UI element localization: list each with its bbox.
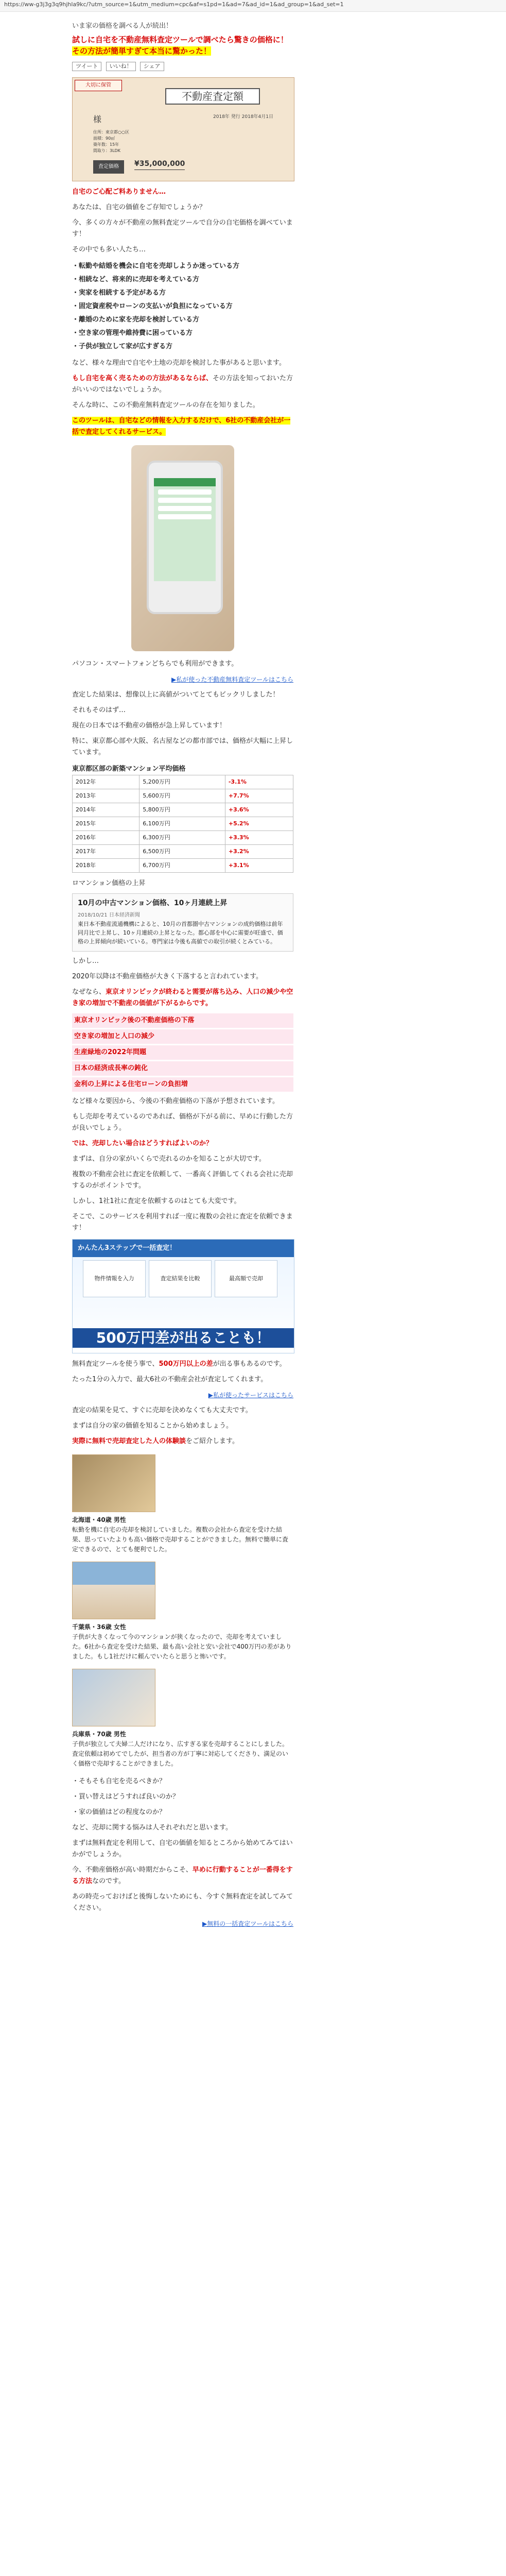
body-text: しかし… (72, 957, 99, 965)
address-bar[interactable]: https://ww-g3j3g3q9hjhla9kc/?utm_source=1&utm_medium=cpc&af=s1pd=1&ad=7&ad_id=1&ad_group=1&ad_set=1 (0, 0, 506, 12)
body-red: 早めに行動することが一番得をする方法 (72, 1866, 293, 1885)
table-cell: 5,200万円 (139, 775, 225, 789)
table-cell: 2017年 (73, 845, 139, 859)
headline-highlight: その方法が簡単すぎて本当に驚かった！ (72, 46, 212, 56)
list-item: ・相続など、将来的に売却を考えている方 (72, 276, 200, 283)
body-red: 実際に無料で売却査定した人の体験談 (72, 1437, 186, 1445)
testimonial (72, 1669, 293, 1769)
phone-screen-row (158, 514, 212, 519)
testimonial (72, 1454, 293, 1554)
table-cell: +3.1% (225, 859, 293, 873)
intro-text: いま家の価格を調べる人が続出！ (72, 22, 173, 30)
question-item: ・家の価値はどの程度なのか？ (72, 1808, 166, 1816)
market-table-block (72, 764, 293, 873)
body-text: もし売却を考えているのであれば、価格が下がる前に、早めに行動した方が良いでしょう。 (72, 1113, 293, 1132)
body-text: が出る事もあるのです。 (213, 1360, 286, 1368)
phone-screen-row (158, 506, 212, 511)
body-text: 査定の結果を見て、すぐに売却を決めなくても大丈夫です。 (72, 1406, 252, 1414)
body-text: なぜなら、 (72, 988, 106, 996)
body-text: 今、多くの方々が不動産の無料査定ツールで自分の自宅価格を調べています！ (72, 219, 293, 238)
list-item: ・実家を相続する予定がある方 (72, 289, 166, 297)
body-text: その中でも多い人たち… (72, 246, 146, 253)
table-cell: 2016年 (73, 831, 139, 845)
body-text: まずは、自分の家がいくらで売れるのかを知ることが大切です。 (72, 1155, 266, 1163)
phone-screen-header (154, 478, 216, 486)
card-row: 間取り：3LDK (93, 148, 120, 153)
body-text: 特に、東京都心部や大阪、名古屋などの都市部では、価格が大幅に上昇しています。 (72, 737, 293, 756)
table-row (73, 859, 293, 873)
reason-box: 日本の経済成長率の鈍化 (72, 1061, 293, 1076)
body-text: 無料査定ツールを使う事で、 (72, 1360, 159, 1368)
table-cell: 2015年 (73, 817, 139, 831)
news-body: 東日本不動産流通機構によると、10月の首都圏中古マンションの成約価格は前年同月比で上昇し、10ヶ月連続の上昇となった。都心部を中心に需要が旺盛で、価格の上昇傾向が続いている。専門家は今後も高値での取引が続くとみている。 (78, 921, 283, 945)
cta-link-2[interactable]: ▶私が使ったサービスはこちら (208, 1392, 293, 1399)
reason-box: 東京オリンピック後の不動産価格の下落 (72, 1013, 293, 1028)
testimonial-name: 北海道・40歳 男性 (72, 1516, 126, 1523)
body-text: あの時売っておけばと後悔しないためにも、今すぐ無料査定を試してみてください。 (72, 1893, 293, 1912)
question-item: ・買い替えはどうすれば良いのか？ (72, 1793, 180, 1801)
body-text: それもそのはず… (72, 706, 126, 714)
phone-screen-row (158, 498, 212, 503)
share-buttons (72, 61, 293, 72)
table-row (73, 789, 293, 803)
body-text: 査定した結果は、想像以上に高値がついてとてもビックリしました！ (72, 691, 280, 699)
table-cell: 6,500万円 (139, 845, 225, 859)
market-table (72, 775, 293, 873)
body-text: まずは無料査定を利用して、自宅の価値を知るところから始めてみてはいかがでしょうか。 (72, 1839, 293, 1858)
like-button[interactable]: いいね！ (106, 62, 136, 71)
card-stamp: 大切に保管 (75, 80, 122, 91)
body-text: まずは自分の家の価値を知ることから始めましょう。 (72, 1422, 233, 1430)
table-cell: 6,300万円 (139, 831, 225, 845)
house-photo (72, 1562, 155, 1619)
table-cell: 5,800万円 (139, 803, 225, 817)
body-text: しかし、1社1社に査定を依頼するのはとても大変です。 (72, 1197, 241, 1205)
table-cell: +3.6% (225, 803, 293, 817)
banner-step: 査定結果を比較 (149, 1260, 212, 1297)
table-row (73, 803, 293, 817)
banner-headline: 500万円差が出ることも！ (73, 1328, 294, 1348)
news-title: 10月の中古マンション価格、10ヶ月連続上昇 (78, 899, 228, 907)
cta-link-3[interactable]: ▶無料の一括査定ツールはこちら (202, 1920, 293, 1927)
reason-box: 生産緑地の2022年問題 (72, 1045, 293, 1060)
table-cell: 2018年 (73, 859, 139, 873)
testimonial-text: 子供が独立して夫婦二人だけになり、広すぎる家を売却することにしました。査定依頼は初めてでしたが、担当者の方が丁寧に対応してくださり、満足のいく価格で売却することができました。 (72, 1740, 289, 1767)
article (72, 21, 293, 1933)
share-button[interactable]: シェア (140, 62, 164, 71)
news-article-box (72, 893, 293, 952)
interior-photo (72, 1454, 155, 1512)
body-text: そんな時に、この不動産無料査定ツールの存在を知りました。 (72, 401, 259, 409)
phone-screen (154, 478, 216, 581)
list-item: ・固定資産税やローンの支払いが負担になっている方 (72, 302, 233, 310)
table-cell: +3.2% (225, 845, 293, 859)
testimonial-name: 兵庫県・70歳 男性 (72, 1731, 126, 1738)
table-row (73, 817, 293, 831)
reason-box: 金利の上昇による住宅ローンの負担増 (72, 1077, 293, 1092)
news-label: ロマンション価格の上昇 (72, 879, 146, 887)
card-title: 不動産査定額 (165, 88, 260, 105)
news-meta: 2018/10/21 日本経済新聞 (78, 912, 140, 918)
table-cell: +5.2% (225, 817, 293, 831)
table-cell: +7.7% (225, 789, 293, 803)
table-cell: -3.1% (225, 775, 293, 789)
table-cell: 6,700万円 (139, 859, 225, 873)
table-row (73, 845, 293, 859)
table-cell: 2012年 (73, 775, 139, 789)
card-row: 築年数：15年 (93, 142, 119, 147)
table-row (73, 775, 293, 789)
body-text: 2020年以降は不動産価格が大きく下落すると言われています。 (72, 973, 263, 980)
list-item: ・離婚のために家を売却を検討している方 (72, 316, 200, 324)
card-amount: ¥35,000,000 (134, 158, 185, 170)
question-item: ・そもそも自宅を売るべきか？ (72, 1777, 166, 1785)
body-text: 現在の日本では不動産の価格が急上昇しています！ (72, 722, 226, 730)
testimonial-text: 転勤を機に自宅の売却を検討していました。複数の会社から査定を受けた結果、思っていたよりも高い価格で売却することができました。無料で簡単に査定できるので、とても便利でした。 (72, 1526, 289, 1553)
appraisal-card-image (72, 77, 294, 181)
body-text: など、様々な理由で自宅や土地の売却を検討した事があると思います。 (72, 359, 286, 367)
body-text: をご紹介します。 (186, 1437, 239, 1445)
testimonial-name: 千葉県・36歳 女性 (72, 1623, 126, 1631)
reason-list (72, 260, 293, 353)
body-red: では、売却したい場合はどうすればよいのか？ (72, 1140, 213, 1147)
cta-link-1[interactable]: ▶私が使った不動産無料査定ツールはこちら (171, 676, 293, 683)
banner-title: かんたん3ステップで一括査定！ (73, 1240, 294, 1257)
list-item: ・空き家の管理や維持費に困っている方 (72, 329, 193, 337)
body-red: 自宅のご心配ご料ありません… (72, 188, 166, 196)
card-row: 住所：東京都○○区 (93, 130, 129, 134)
body-text: など、売却に関する悩みは人それぞれだと思います。 (72, 1824, 232, 1832)
card-addressee: 様 (93, 114, 102, 124)
reason-box: 空き家の増加と人口の減少 (72, 1029, 293, 1044)
banner-step: 物件情報を入力 (83, 1260, 146, 1297)
phone-screen-row (158, 489, 212, 495)
table-cell: 2014年 (73, 803, 139, 817)
body-highlight: このツールは、自宅などの情報を入力するだけで、6社の不動産会社が一括で査定してくれるサービス。 (72, 417, 291, 436)
table-cell: 2013年 (73, 789, 139, 803)
list-item: ・子供が独立して家が広すぎる方 (72, 343, 173, 350)
smartphone-icon (147, 461, 223, 614)
banner-steps (83, 1260, 284, 1301)
photo-caption: パソコン・スマートフォンどちらでも利用ができます。 (72, 660, 238, 668)
body-text: そこで、このサービスを利用すれば一度に複数の会社に査定を依頼できます！ (72, 1213, 293, 1232)
market-caption: 東京都区部の新築マンション平均価格 (72, 765, 186, 773)
card-table (93, 129, 196, 154)
headline: 試しに自宅を不動産無料査定ツールで調べたら驚きの価格に！ (72, 35, 288, 44)
banner-step: 最高額で売却 (215, 1260, 277, 1297)
tweet-button[interactable]: ツイート (72, 62, 101, 71)
testimonial (72, 1562, 293, 1662)
body-text: 今、不動産価格が高い時期だからこそ、 (72, 1866, 193, 1874)
table-cell: +3.3% (225, 831, 293, 845)
family-photo (72, 1669, 155, 1726)
phone-in-hand-photo (131, 445, 234, 651)
body-red: 500万円以上の差 (159, 1360, 213, 1368)
card-row: 面積：90㎡ (93, 136, 115, 141)
body-red: もし自宅を高く売るための方法があるならば、 (72, 375, 213, 382)
body-text: なのです。 (92, 1877, 125, 1885)
table-row (73, 831, 293, 845)
body-text: 複数の不動産会社に査定を依頼して、一番高く評価してくれる会社に売却するのがポイントです。 (72, 1171, 293, 1190)
body-text: など様々な要因から、今後の不動産価格の下落が予想されています。 (72, 1097, 279, 1105)
service-banner[interactable] (72, 1239, 294, 1353)
body-text: あなたは、自宅の価値をご存知でしょうか？ (72, 204, 206, 211)
list-item: ・転勤や結婚を機会に自宅を売却しようか迷っている方 (72, 262, 240, 270)
body-text: その方法を知っておいた方がいいのではないでしょうか。 (72, 375, 293, 394)
card-amount-label: 査定価格 (93, 160, 124, 174)
body-red: 東京オリンピックが終わると需要が落ち込み、人口の減少や空き家の増加で不動産の価値が下がるからです。 (72, 988, 293, 1007)
table-cell: 6,100万円 (139, 817, 225, 831)
testimonial-text: 子供が大きくなって今のマンションが狭くなったので、売却を考えていました。6社から査定を受けた結果、最も高い会社と安い会社で400万円の差がありました。もし1社だけに頼んでいたらと思うと怖いです。 (72, 1633, 292, 1660)
card-dateline: 2018年 発行 2018年4月1日 (213, 114, 273, 120)
table-cell: 5,600万円 (139, 789, 225, 803)
body-text: たった1分の入力で、最大6社の不動産会社が査定してくれます。 (72, 1376, 268, 1383)
